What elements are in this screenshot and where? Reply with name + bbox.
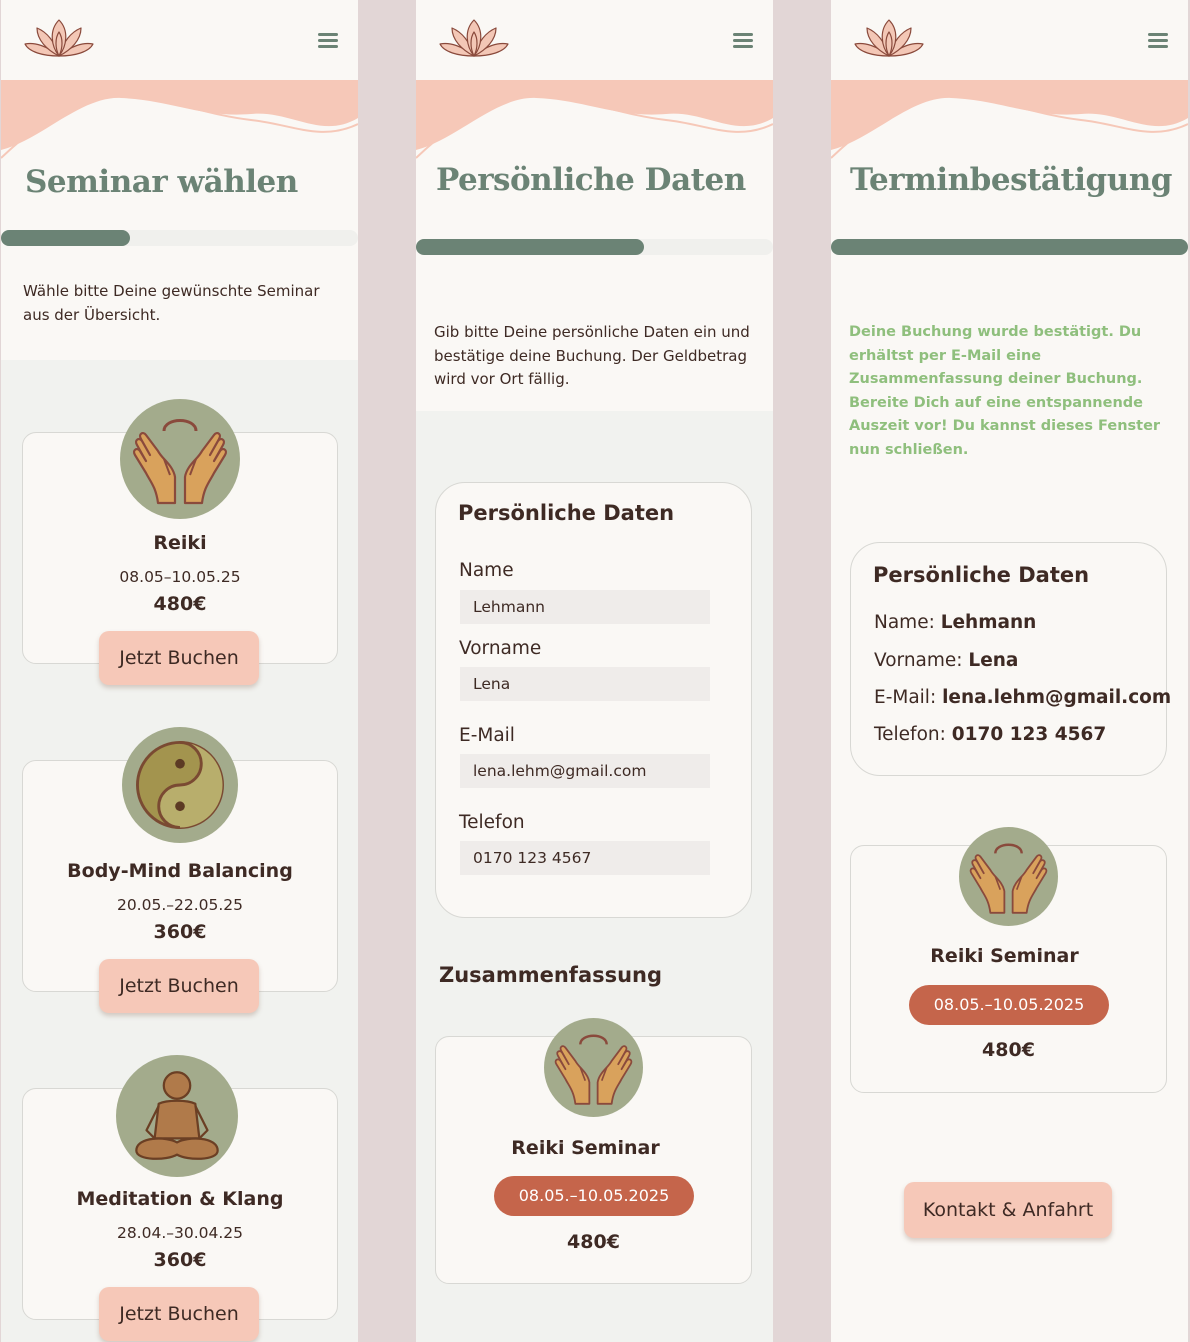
book-body-mind-button[interactable]: Jetzt Buchen: [99, 959, 259, 1013]
seminar-price: 360€: [153, 1249, 207, 1271]
top-bar: [1, 0, 358, 80]
confirmed-details-card: [850, 542, 1172, 776]
decorative-wave: [1, 80, 358, 160]
hamburger-menu-icon[interactable]: [733, 33, 753, 48]
email-label: E-Mail: [459, 725, 515, 746]
screen-seminar-select: [1, 0, 358, 1342]
contact-directions-button[interactable]: Kontakt & Anfahrt: [904, 1182, 1112, 1238]
intro-text: Gib bitte Deine persönliche Daten ein und bestätige deine Buchung. Der Geldbetrag wird vor Ort fällig.: [434, 323, 750, 388]
top-bar: [831, 0, 1188, 80]
page-title: Persönliche Daten: [436, 162, 746, 198]
lotus-logo-icon[interactable]: [438, 16, 510, 62]
seminar-dates: 20.05.–22.05.25: [116, 896, 244, 914]
name-label: Name: [459, 560, 514, 581]
seminar-price: 480€: [153, 593, 207, 615]
confirmation-message: Deine Buchung wurde bestätigt. Du erhältst per E-Mail eine Zusammenfassung deiner Buchung. Bereite Dich auf eine entspannende Auszeit vor! Du kannst dieses Fenster nun schließen.: [849, 324, 1161, 458]
screen-personal-data: [416, 0, 773, 1342]
hamburger-menu-icon[interactable]: [1148, 33, 1168, 48]
detail-vorname: Vorname: Lena: [874, 650, 1019, 671]
telefon-label: Telefon: [459, 812, 525, 833]
progress-fill: [416, 239, 644, 255]
progress-bar: [416, 239, 773, 255]
yin-yang-icon: [122, 727, 238, 843]
page-title: Seminar wählen: [25, 164, 298, 200]
reiki-hands-icon: [544, 1018, 643, 1117]
progress-fill: [1, 230, 130, 246]
summary-price: 480€: [567, 1231, 620, 1253]
seminar-dates: 08.05–10.05.25: [119, 568, 241, 586]
reiki-hands-icon: [120, 399, 240, 519]
book-meditation-button[interactable]: Jetzt Buchen: [99, 1287, 259, 1341]
screen-confirmation: [831, 0, 1188, 1342]
telefon-input[interactable]: [460, 841, 710, 875]
hamburger-menu-icon[interactable]: [318, 33, 338, 48]
summary-date-pill: 08.05.–10.05.2025: [494, 1176, 694, 1216]
vorname-input[interactable]: [460, 667, 710, 701]
summary-heading: Zusammenfassung: [439, 963, 663, 987]
meditation-figure-icon: [116, 1055, 238, 1177]
page-title: Terminbestätigung: [850, 162, 1172, 198]
progress-bar: [831, 239, 1188, 255]
summary-date-pill: 08.05.–10.05.2025: [909, 985, 1109, 1025]
summary-seminar-name: Reiki Seminar: [930, 945, 1079, 967]
lotus-logo-icon[interactable]: [23, 16, 95, 62]
decorative-wave: [831, 80, 1188, 160]
book-reiki-button[interactable]: Jetzt Buchen: [99, 631, 259, 685]
intro-text: Wähle bitte Deine gewünschte Seminar aus der Übersicht.: [23, 282, 320, 324]
seminar-name: Reiki: [153, 532, 207, 554]
personal-data-form: [435, 482, 752, 918]
details-heading: Persönliche Daten: [873, 563, 1090, 587]
top-bar: [416, 0, 773, 80]
decorative-wave: [416, 80, 773, 160]
summary-seminar-name: Reiki Seminar: [511, 1137, 660, 1159]
detail-email: E-Mail: lena.lehm@gmail.com: [874, 687, 1172, 708]
email-input[interactable]: [460, 754, 710, 788]
progress-bar: [1, 230, 358, 246]
seminar-name: Body-Mind Balancing: [67, 860, 293, 882]
progress-fill: [831, 239, 1188, 255]
seminar-price: 360€: [153, 921, 207, 943]
reiki-hands-icon: [959, 827, 1058, 926]
vorname-label: Vorname: [459, 638, 542, 659]
seminar-dates: 28.04.–30.04.25: [116, 1224, 244, 1242]
name-input[interactable]: [460, 590, 710, 624]
detail-telefon: Telefon: 0170 123 4567: [874, 724, 1107, 745]
detail-name: Name: Lehmann: [874, 612, 1037, 633]
seminar-name: Meditation & Klang: [76, 1188, 284, 1210]
lotus-logo-icon[interactable]: [853, 16, 925, 62]
summary-price: 480€: [982, 1039, 1035, 1061]
form-heading: Persönliche Daten: [458, 501, 675, 525]
